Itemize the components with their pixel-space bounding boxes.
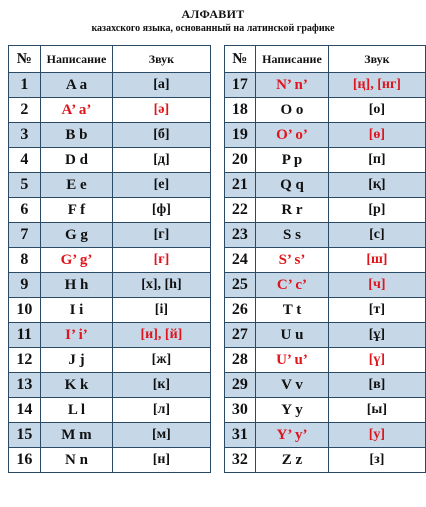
page-title: АЛФАВИТ	[0, 7, 426, 22]
letter-sound: [р]	[328, 198, 425, 223]
letter-writing: E e	[40, 173, 113, 198]
letter-writing: M m	[40, 423, 113, 448]
letter-number: 26	[224, 298, 256, 323]
letter-number: 22	[224, 198, 256, 223]
table-row	[224, 98, 426, 123]
letter-writing: V v	[256, 373, 329, 398]
alphabet-tables	[8, 45, 426, 473]
letter-number: 6	[9, 198, 41, 223]
letter-sound: [т]	[328, 298, 425, 323]
header-number: №	[224, 46, 256, 73]
header-number: №	[9, 46, 41, 73]
table-row	[9, 273, 211, 298]
letter-sound: [с]	[328, 223, 425, 248]
letter-writing: Q q	[256, 173, 329, 198]
table-row	[9, 448, 211, 473]
table-row	[9, 373, 211, 398]
letter-number: 4	[9, 148, 41, 173]
table-row	[9, 123, 211, 148]
letter-writing: I i	[40, 298, 113, 323]
table-row	[224, 148, 426, 173]
letter-writing: Z z	[256, 448, 329, 473]
letter-writing: N n	[40, 448, 113, 473]
letter-sound: [п]	[328, 148, 425, 173]
letter-writing: Y’ y’	[256, 423, 329, 448]
letter-writing: Y y	[256, 398, 329, 423]
letter-number: 24	[224, 248, 256, 273]
table-header-row	[9, 46, 211, 73]
letter-number: 2	[9, 98, 41, 123]
alphabet-table-right	[224, 45, 426, 473]
header-sound: Звук	[328, 46, 425, 73]
letter-writing: D d	[40, 148, 113, 173]
letter-writing: L l	[40, 398, 113, 423]
letter-number: 3	[9, 123, 41, 148]
letter-number: 23	[224, 223, 256, 248]
letter-sound: [ғ]	[113, 248, 210, 273]
letter-writing: S’ s’	[256, 248, 329, 273]
letter-sound: [у]	[328, 423, 425, 448]
table-row	[224, 348, 426, 373]
letter-number: 19	[224, 123, 256, 148]
table-row	[9, 98, 211, 123]
table-row	[224, 123, 426, 148]
letter-sound: [ә]	[113, 98, 210, 123]
letter-sound: [ф]	[113, 198, 210, 223]
letter-number: 29	[224, 373, 256, 398]
letter-writing: G g	[40, 223, 113, 248]
letter-sound: [к]	[113, 373, 210, 398]
table-row	[224, 223, 426, 248]
letter-sound: [х], [h]	[113, 273, 210, 298]
table-row	[224, 198, 426, 223]
table-row	[9, 198, 211, 223]
letter-writing: J j	[40, 348, 113, 373]
letter-writing: N’ n’	[256, 73, 329, 98]
table-row	[9, 398, 211, 423]
letter-sound: [ч]	[328, 273, 425, 298]
letter-writing: T t	[256, 298, 329, 323]
letter-number: 32	[224, 448, 256, 473]
letter-sound: [о]	[328, 98, 425, 123]
table-row	[9, 323, 211, 348]
table-header-row	[224, 46, 426, 73]
table-row	[9, 148, 211, 173]
letter-writing: O’ o’	[256, 123, 329, 148]
header-sound: Звук	[113, 46, 210, 73]
letter-writing: U’ u’	[256, 348, 329, 373]
letter-number: 15	[9, 423, 41, 448]
letter-number: 1	[9, 73, 41, 98]
letter-sound: [и], [й]	[113, 323, 210, 348]
table-row	[224, 73, 426, 98]
letter-sound: [а]	[113, 73, 210, 98]
letter-number: 28	[224, 348, 256, 373]
letter-sound: [ө]	[328, 123, 425, 148]
table-row	[9, 73, 211, 98]
letter-sound: [е]	[113, 173, 210, 198]
letter-sound: [ұ]	[328, 323, 425, 348]
letter-sound: [н]	[113, 448, 210, 473]
letter-number: 13	[9, 373, 41, 398]
letter-number: 31	[224, 423, 256, 448]
table-row	[224, 423, 426, 448]
letter-number: 8	[9, 248, 41, 273]
table-row	[224, 298, 426, 323]
table-row	[9, 423, 211, 448]
letter-number: 25	[224, 273, 256, 298]
letter-number: 16	[9, 448, 41, 473]
letter-writing: U u	[256, 323, 329, 348]
table-row	[9, 298, 211, 323]
letter-number: 7	[9, 223, 41, 248]
letter-number: 9	[9, 273, 41, 298]
letter-writing: K k	[40, 373, 113, 398]
table-row	[224, 398, 426, 423]
letter-sound: [ж]	[113, 348, 210, 373]
letter-sound: [д]	[113, 148, 210, 173]
letter-writing: H h	[40, 273, 113, 298]
letter-sound: [г]	[113, 223, 210, 248]
page-subtitle: казахского языка, основанный на латинской графике	[0, 23, 426, 34]
letter-number: 21	[224, 173, 256, 198]
letter-number: 17	[224, 73, 256, 98]
letter-writing: S s	[256, 223, 329, 248]
letter-number: 14	[9, 398, 41, 423]
letter-sound: [қ]	[328, 173, 425, 198]
letter-sound: [б]	[113, 123, 210, 148]
letter-writing: O o	[256, 98, 329, 123]
letter-number: 27	[224, 323, 256, 348]
letter-sound: [ң], [нг]	[328, 73, 425, 98]
table-row	[9, 223, 211, 248]
table-row	[9, 348, 211, 373]
letter-sound: [з]	[328, 448, 425, 473]
letter-number: 10	[9, 298, 41, 323]
letter-number: 20	[224, 148, 256, 173]
header-writing: Написание	[256, 46, 329, 73]
letter-sound: [ы]	[328, 398, 425, 423]
letter-writing: F f	[40, 198, 113, 223]
alphabet-table-left	[8, 45, 211, 473]
table-row	[224, 323, 426, 348]
table-row	[224, 173, 426, 198]
letter-sound: [ш]	[328, 248, 425, 273]
letter-writing: B b	[40, 123, 113, 148]
letter-writing: C’ c’	[256, 273, 329, 298]
letter-number: 12	[9, 348, 41, 373]
table-row	[224, 248, 426, 273]
letter-sound: [і]	[113, 298, 210, 323]
letter-writing: G’ g’	[40, 248, 113, 273]
letter-writing: P p	[256, 148, 329, 173]
table-row	[9, 248, 211, 273]
letter-writing: A’ a’	[40, 98, 113, 123]
letter-sound: [л]	[113, 398, 210, 423]
letter-sound: [в]	[328, 373, 425, 398]
letter-writing: R r	[256, 198, 329, 223]
letter-number: 18	[224, 98, 256, 123]
table-row	[224, 448, 426, 473]
table-row	[224, 273, 426, 298]
letter-number: 5	[9, 173, 41, 198]
letter-sound: [м]	[113, 423, 210, 448]
header-writing: Написание	[40, 46, 113, 73]
letter-number: 11	[9, 323, 41, 348]
letter-writing: A a	[40, 73, 113, 98]
letter-sound: [ү]	[328, 348, 425, 373]
letter-number: 30	[224, 398, 256, 423]
table-row	[9, 173, 211, 198]
letter-writing: I’ i’	[40, 323, 113, 348]
table-row	[224, 373, 426, 398]
